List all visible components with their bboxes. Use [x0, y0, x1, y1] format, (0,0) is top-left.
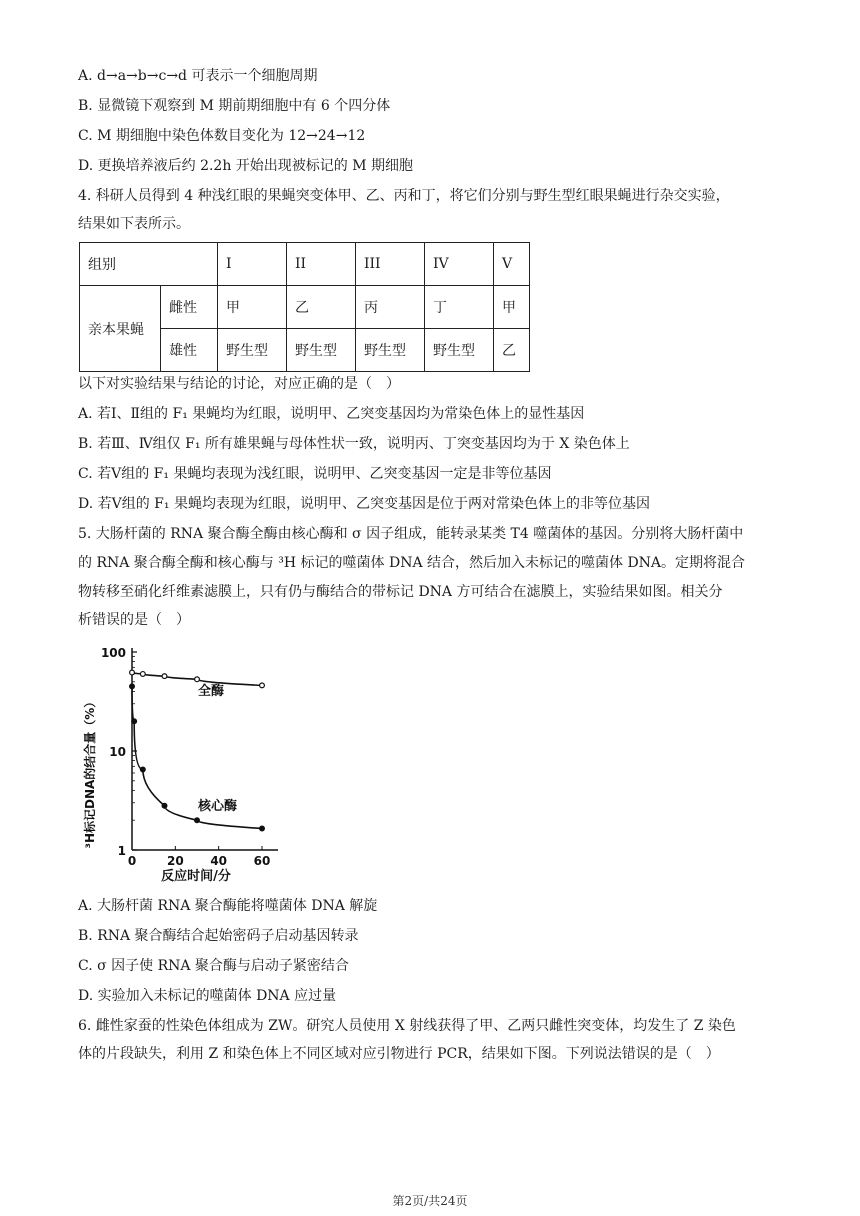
core-enzyme-line	[132, 686, 262, 828]
q3-option-a: A. d→a→b→c→d 可表示一个细胞周期	[78, 68, 318, 84]
female-cell: 丙	[356, 286, 425, 329]
q5-stem-line2: 的 RNA 聚合酶全酶和核心酶与 ³H 标记的噬菌体 DNA 结合，然后加入未标记的噬菌体 DNA。定期将混合	[78, 555, 746, 571]
x-tick-label: 0	[127, 854, 137, 868]
q4-stem-line1: 4. 科研人员得到 4 种浅红眼的果蝇突变体甲、乙、丙和丁，将它们分别与野生型红眼果蝇进行杂交实验，	[78, 188, 730, 204]
holoenzyme-point	[130, 670, 135, 675]
female-label-cell: 雌性	[161, 286, 218, 329]
y-tick-label: 1	[117, 844, 126, 858]
q6-stem-line1: 6. 雌性家蚕的性染色体组成为 ZW。研究人员使用 X 射线获得了甲、乙两只雌性突变体，均发生了 Z 染色	[78, 1018, 736, 1034]
core-enzyme-point	[195, 818, 200, 823]
holoenzyme-point	[140, 672, 145, 677]
group-i-cell: I	[218, 243, 287, 286]
holoenzyme-point	[260, 683, 265, 688]
female-cell: 乙	[287, 286, 356, 329]
core-enzyme-point	[260, 826, 265, 831]
male-cell: 乙	[494, 329, 530, 372]
core-enzyme-point	[140, 767, 145, 772]
q4-question: 以下对实验结果与结论的讨论，对应正确的是（ ）	[78, 376, 400, 392]
y-tick-label: 100	[100, 646, 126, 660]
parent-label-cell: 亲本果蝇	[80, 286, 161, 372]
male-label-cell: 雄性	[161, 329, 218, 372]
male-cell: 野生型	[287, 329, 356, 372]
x-axis-label: 反应时间/分	[161, 869, 231, 884]
q5-option-c: C. σ 因子使 RNA 聚合酶与启动子紧密结合	[78, 958, 349, 974]
q3-option-b: B. 显微镜下观察到 M 期前期细胞中有 6 个四分体	[78, 98, 391, 114]
female-cell: 甲	[494, 286, 530, 329]
x-tick-label: 60	[253, 854, 271, 868]
q6-stem-line2: 体的片段缺失，利用 Z 和染色体上不同区域对应引物进行 PCR，结果如下图。下列说法错误的是（ ）	[78, 1046, 720, 1062]
male-cell: 野生型	[356, 329, 425, 372]
series-label-core-enzyme: 核心酶	[198, 799, 238, 814]
q4-stem-line2: 结果如下表所示。	[78, 216, 190, 232]
series-label-holoenzyme: 全酶	[198, 684, 225, 699]
q3-option-d: D. 更换培养液后约 2.2h 开始出现被标记的 M 期细胞	[78, 158, 414, 174]
group-label-cell: 组别	[80, 243, 218, 286]
page-footer: 第2页/共24页	[392, 1194, 468, 1208]
female-cell: 甲	[218, 286, 287, 329]
q5-stem-line4: 析错误的是（ ）	[78, 612, 190, 628]
table-row-female	[80, 286, 530, 329]
q4-option-c: C. 若Ⅴ组的 F₁ 果蝇均表现为浅红眼，说明甲、乙突变基因一定是非等位基因	[78, 466, 552, 482]
holoenzyme-point	[162, 674, 167, 679]
q5-stem-line3: 物转移至硝化纤维素滤膜上，只有仍与酶结合的带标记 DNA 方可结合在滤膜上，实验结果如图。相关分	[78, 584, 723, 600]
group-iii-cell: III	[356, 243, 425, 286]
core-enzyme-point	[162, 803, 167, 808]
q5-option-d: D. 实验加入未标记的噬菌体 DNA 应过量	[78, 988, 337, 1004]
core-enzyme-point	[130, 684, 135, 689]
group-ii-cell: II	[287, 243, 356, 286]
group-v-cell: V	[494, 243, 530, 286]
y-axis-label: ³H标记DNA的结合量（%）	[83, 695, 97, 849]
binding-curve-chart	[78, 636, 298, 890]
group-iv-cell: IV	[425, 243, 494, 286]
table-header-row	[80, 243, 530, 286]
core-enzyme-point	[132, 719, 137, 724]
female-cell: 丁	[425, 286, 494, 329]
q3-option-c: C. M 期细胞中染色体数目变化为 12→24→12	[78, 128, 366, 144]
holoenzyme-point	[195, 677, 200, 682]
chart-axes	[132, 648, 278, 850]
q4-option-a: A. 若Ⅰ、Ⅱ组的 F₁ 果蝇均为红眼，说明甲、乙突变基因均为常染色体上的显性基因	[78, 406, 585, 422]
cross-experiment-table	[79, 242, 530, 372]
q4-option-d: D. 若Ⅴ组的 F₁ 果蝇均表现为红眼，说明甲、乙突变基因是位于两对常染色体上的非等位基因	[78, 496, 650, 512]
q5-stem-line1: 5. 大肠杆菌的 RNA 聚合酶全酶由核心酶和 σ 因子组成，能转录某类 T4 噬菌体的基因。分别将大肠杆菌中	[78, 526, 744, 542]
male-cell: 野生型	[218, 329, 287, 372]
chart-series	[130, 670, 265, 831]
x-tick-label: 40	[210, 854, 228, 868]
y-tick-label: 10	[109, 745, 126, 759]
q5-option-b: B. RNA 聚合酶结合起始密码子启动基因转录	[78, 928, 359, 944]
male-cell: 野生型	[425, 329, 494, 372]
q5-option-a: A. 大肠杆菌 RNA 聚合酶能将噬菌体 DNA 解旋	[78, 898, 378, 914]
q4-option-b: B. 若Ⅲ、Ⅳ组仅 F₁ 所有雄果蝇与母体性状一致，说明丙、丁突变基因均为于 X 染色体上	[78, 436, 630, 452]
x-tick-label: 20	[166, 854, 184, 868]
